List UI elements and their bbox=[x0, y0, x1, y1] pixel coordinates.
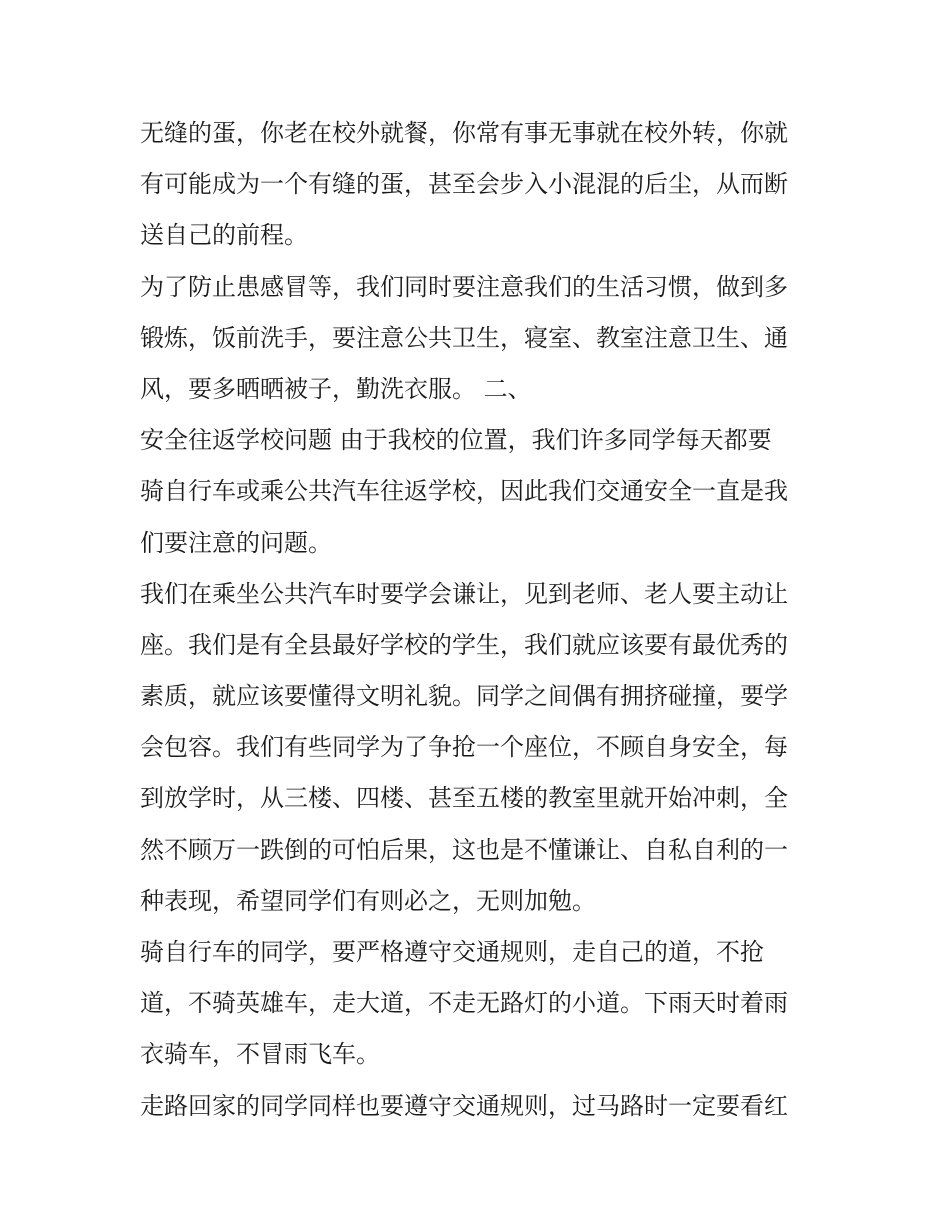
text-line: 素质，就应该要懂得文明礼貌。同学之间偶有拥挤碰撞，要学 bbox=[140, 682, 788, 711]
text-line: 锻炼，饭前洗手，要注意公共卫生，寝室、教室注意卫生、通 bbox=[140, 323, 788, 352]
text-line: 然不顾万一跌倒的可怕后果，这也是不懂谦让、自私自利的一 bbox=[140, 835, 788, 864]
text-line: 骑自行车或乘公共汽车往返学校，因此我们交通安全一直是我 bbox=[140, 477, 788, 506]
text-line: 送自己的前程。 bbox=[140, 221, 308, 250]
text-line: 会包容。我们有些同学为了争抢一个座位，不顾自身安全，每 bbox=[140, 733, 788, 762]
text-line: 我们在乘坐公共汽车时要学会谦让，见到老师、老人要主动让 bbox=[140, 579, 788, 608]
text-line: 骑自行车的同学，要严格遵守交通规则，走自己的道，不抢 bbox=[140, 938, 764, 966]
text-line: 道，不骑英雄车，走大道，不走无路灯的小道。下雨天时着雨 bbox=[140, 989, 788, 1018]
text-line: 安全往返学校问题 由于我校的位置，我们许多同学每天都要 bbox=[140, 426, 772, 455]
text-line: 风，要多晒晒被子，勤洗衣服。 二、 bbox=[140, 374, 532, 403]
text-line: 有可能成为一个有缝的蛋，甚至会步入小混混的后尘，从而断 bbox=[140, 170, 788, 199]
text-line: 座。我们是有全县最好学校的学生，我们就应该要有最优秀的 bbox=[140, 630, 788, 659]
text-line: 走路回家的同学同样也要遵守交通规则，过马路时一定要看红 bbox=[140, 1091, 788, 1120]
text-line: 们要注意的问题。 bbox=[140, 528, 332, 557]
text-line: 无缝的蛋，你老在校外就餐，你常有事无事就在校外转，你就 bbox=[140, 119, 788, 147]
text-line: 衣骑车，不冒雨飞车。 bbox=[140, 1040, 380, 1069]
text-line: 为了防止患感冒等，我们同时要注意我们的生活习惯，做到多 bbox=[140, 272, 788, 301]
text-line: 到放学时，从三楼、四楼、甚至五楼的教室里就开始冲刺，全 bbox=[140, 784, 788, 813]
document-body bbox=[140, 108, 820, 1132]
text-line: 种表现，希望同学们有则必之，无则加勉。 bbox=[140, 886, 596, 915]
